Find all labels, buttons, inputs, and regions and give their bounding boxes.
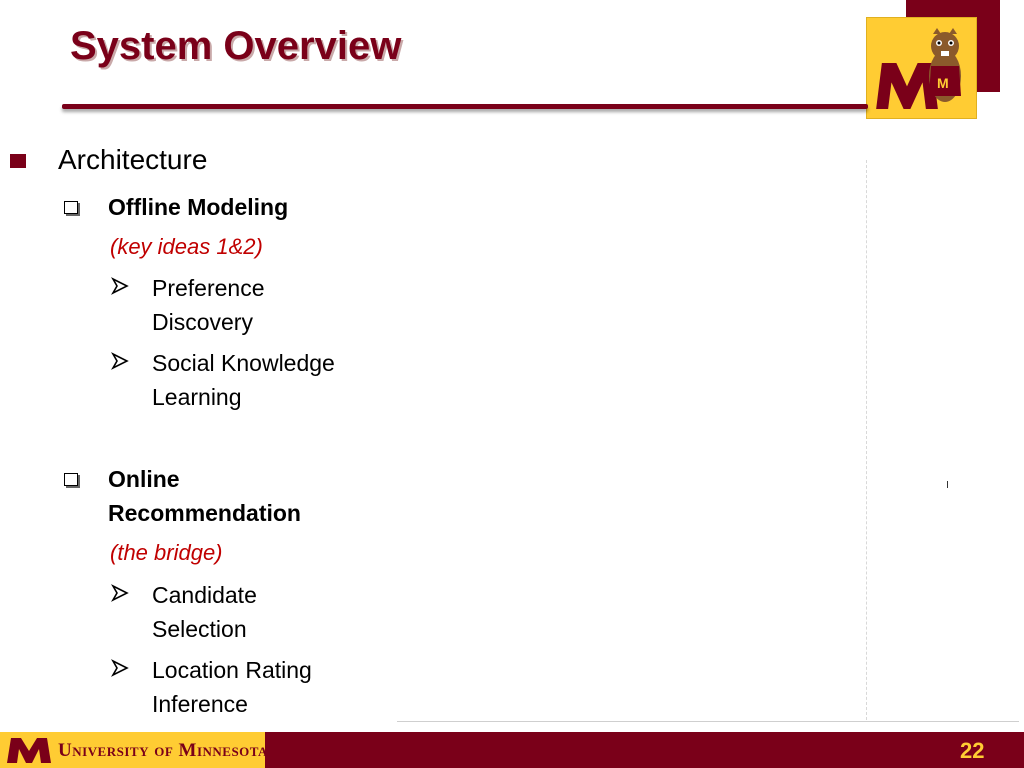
- square-bullet-icon: [10, 154, 26, 168]
- item-line: Location Rating: [152, 657, 312, 683]
- slide-title: System Overview: [70, 24, 402, 68]
- university-m-logo-icon: [6, 736, 52, 764]
- arrowhead-bullet-icon: [111, 582, 129, 608]
- figure-tick-mark: [947, 481, 948, 488]
- goldy-gopher-m-logo: [867, 18, 976, 118]
- item-line: Candidate: [152, 582, 257, 608]
- figure-frame-bottom: [397, 721, 1019, 722]
- item-line: Inference: [152, 691, 248, 717]
- section-heading-online: Recommendation: [108, 500, 301, 526]
- item-line: Preference: [152, 275, 265, 301]
- section-heading-online: Online: [108, 466, 180, 492]
- bullet-architecture: Architecture: [58, 144, 208, 175]
- item-line: Learning: [152, 384, 242, 410]
- section-note-offline: (key ideas 1&2): [110, 234, 263, 259]
- arrowhead-bullet-icon: [111, 350, 129, 376]
- university-mascot-logo: [866, 17, 977, 119]
- corner-gap: [1000, 0, 1024, 118]
- figure-frame-edge: [866, 160, 867, 720]
- item-line: Discovery: [152, 309, 253, 335]
- footer-wordmark: [0, 732, 268, 768]
- checkbox-bullet-icon: [64, 473, 78, 486]
- page-number: 22: [960, 738, 985, 763]
- arrowhead-bullet-icon: [111, 275, 129, 301]
- university-name: University of Minnesota: [58, 740, 268, 761]
- section-note-online: (the bridge): [110, 540, 223, 565]
- checkbox-bullet-icon: [64, 201, 78, 214]
- section-heading-offline: Offline Modeling: [108, 194, 289, 220]
- item-line: Selection: [152, 616, 247, 642]
- svg-text:M: M: [937, 75, 949, 91]
- slide-footer: [0, 732, 1024, 768]
- title-underline: [62, 104, 868, 109]
- arrowhead-bullet-icon: [111, 657, 129, 683]
- item-line: Social Knowledge: [152, 350, 335, 376]
